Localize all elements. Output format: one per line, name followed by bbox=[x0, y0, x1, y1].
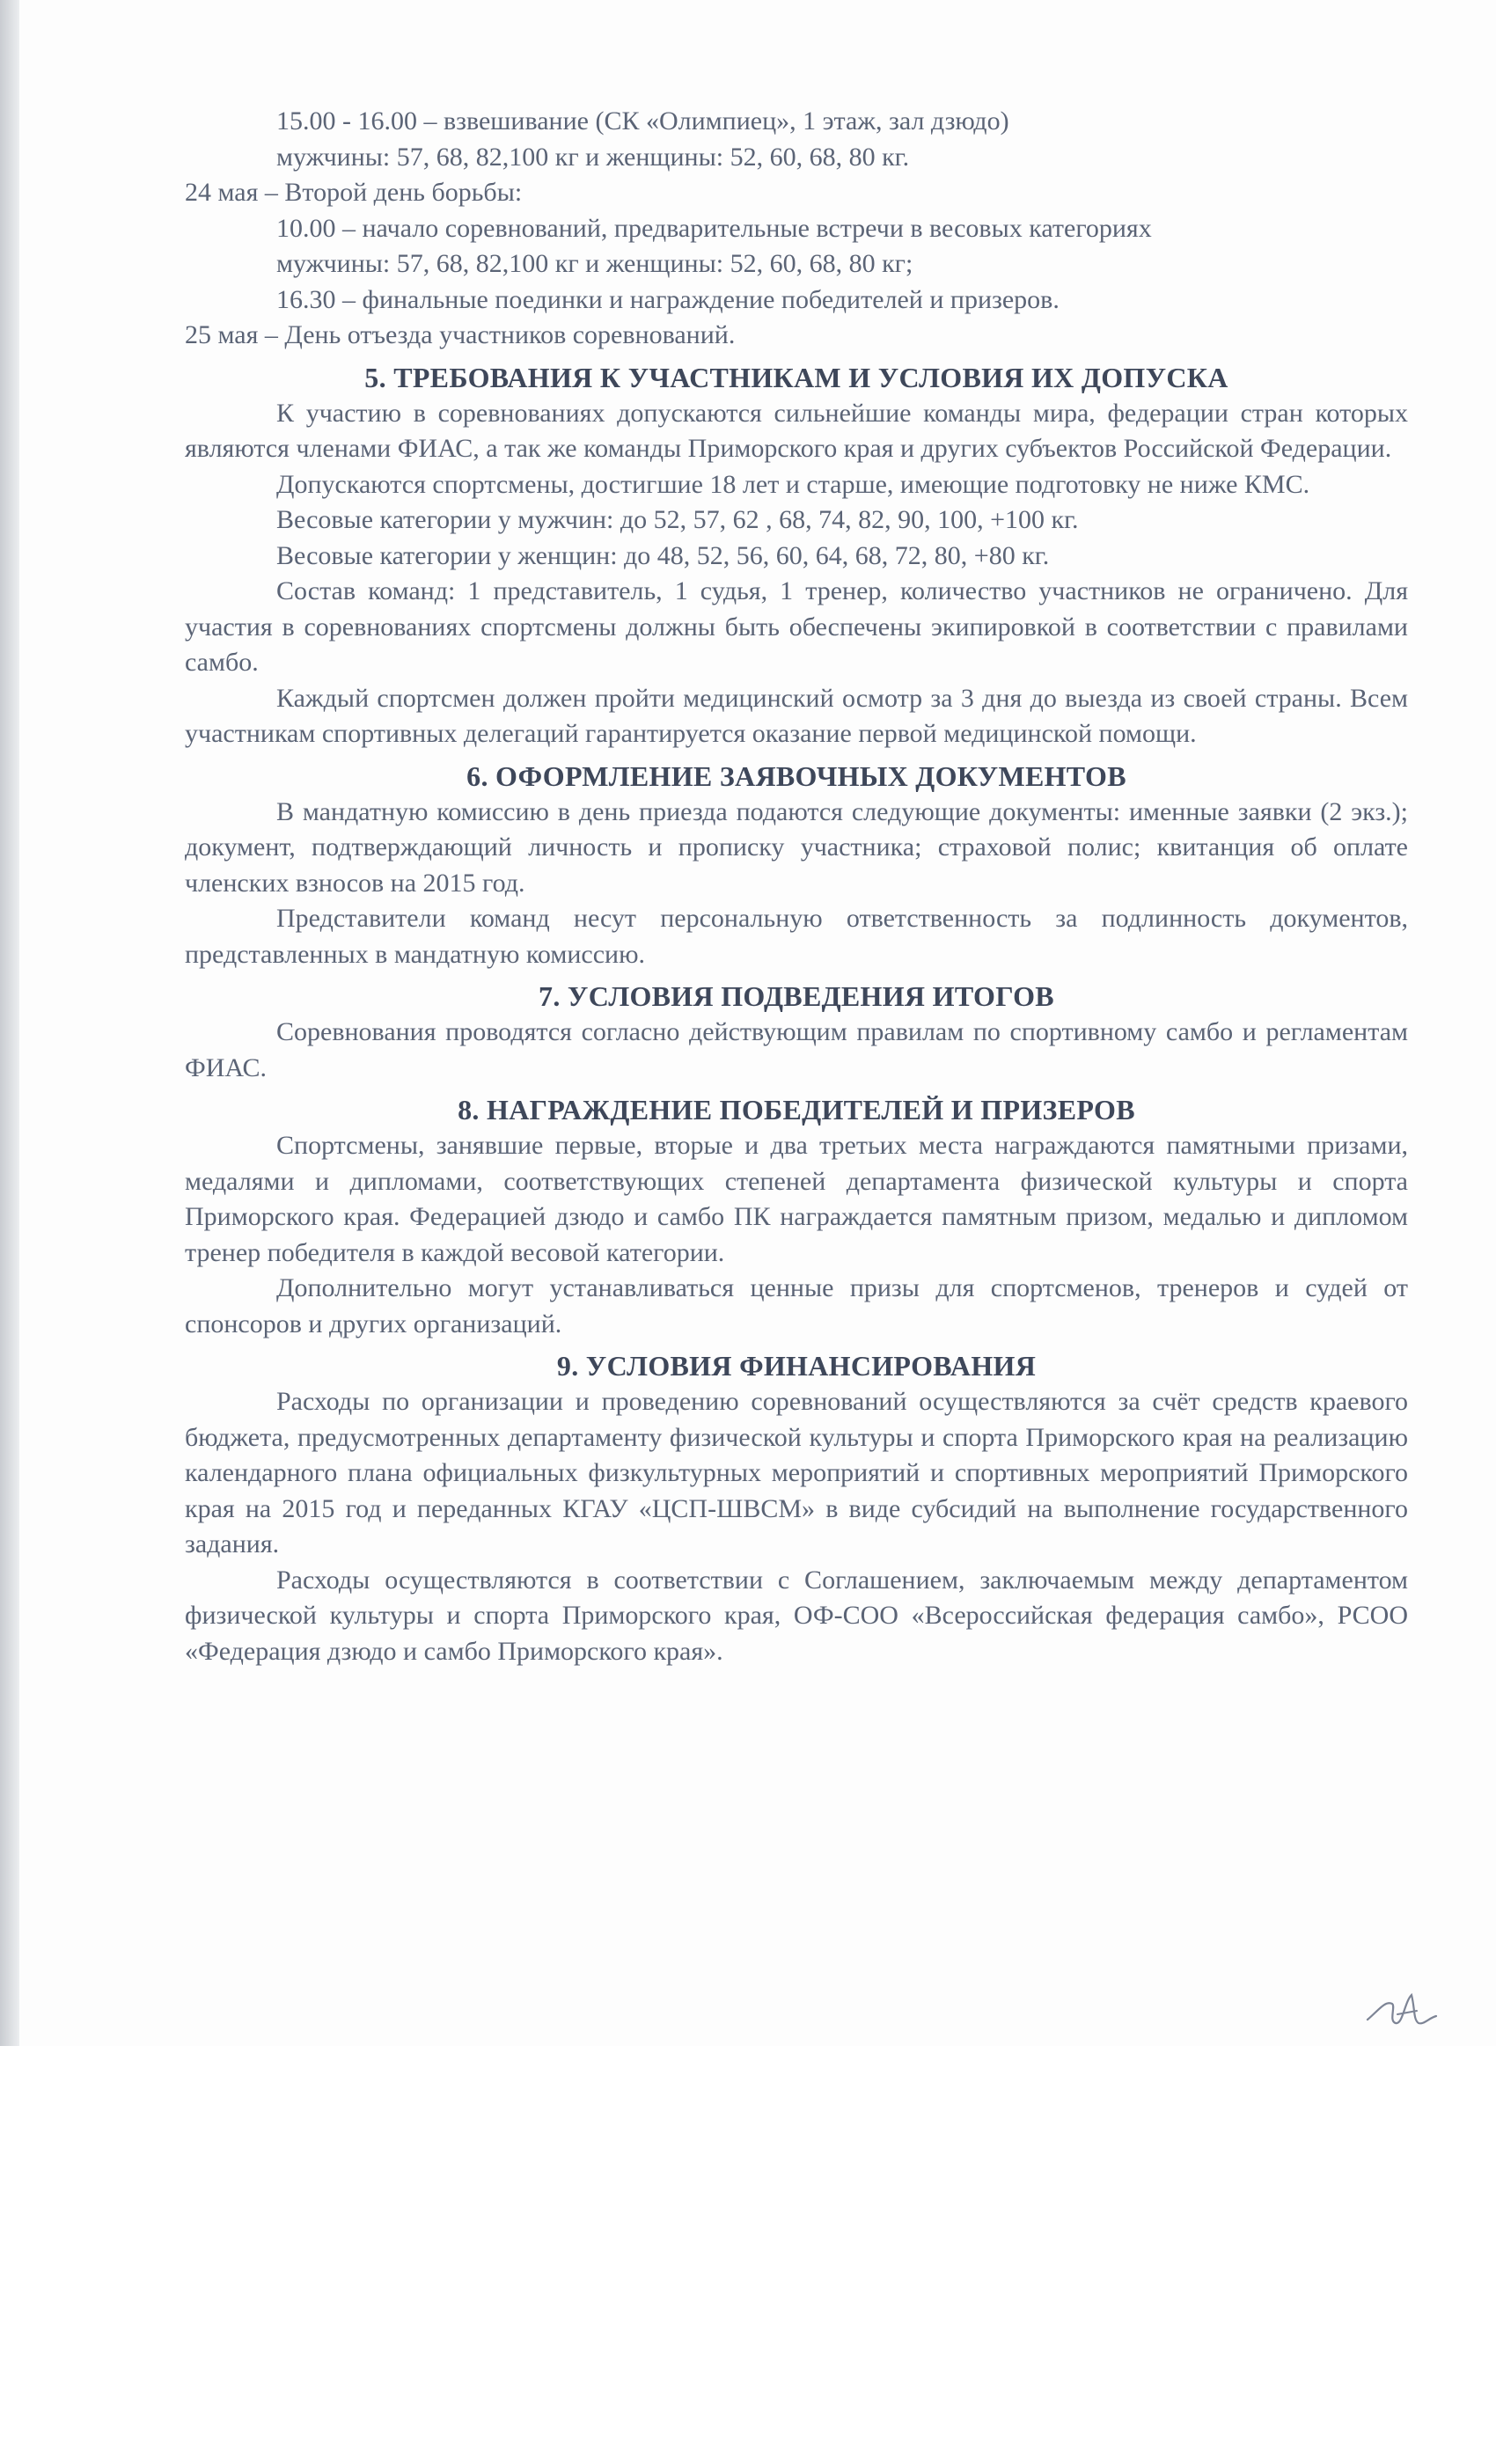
section-heading: 6. ОФОРМЛЕНИЕ ЗАЯВОЧНЫХ ДОКУМЕНТОВ bbox=[466, 759, 1126, 792]
section-heading: 5. ТРЕБОВАНИЯ К УЧАСТНИКАМ И УСЛОВИЯ ИХ ДОПУСКА bbox=[364, 361, 1228, 393]
paragraph: К участию в соревнованиях допускаются сильнейшие команды мира, федерации стран которых являются членами ФИАС, а так же команды Приморского края и других субъектов Российской Федерации. bbox=[185, 398, 1408, 463]
handwritten-signature-icon bbox=[1362, 1984, 1441, 2037]
paragraph: Состав команд: 1 представитель, 1 судья, 1 тренер, количество участников не ограничено. Для участия в соревнованиях спортсмены должны быть обеспечены экипировкой в соответствии с правилами самбо. bbox=[185, 576, 1408, 677]
paragraph: Дополнительно могут устанавливаться ценные призы для спортсменов, тренеров и судей от спонсоров и других организаций. bbox=[185, 1273, 1408, 1338]
paragraph: Весовые категории у мужчин: до 52, 57, 62 , 68, 74, 82, 90, 100, +100 кг. bbox=[276, 505, 1079, 534]
paragraph: В мандатную комиссию в день приезда подаются следующие документы: именные заявки (2 экз.); документ, подтверждающий личность и прописку участника; страховой полис; квитанция об оплате членских взносов на 2015 год. bbox=[185, 796, 1408, 898]
paragraph: Соревнования проводятся согласно действующим правилам по спортивному самбо и регламентам ФИАС. bbox=[185, 1017, 1408, 1082]
paragraph: Спортсмены, занявшие первые, вторые и два третьих места награждаются памятными призами, медалями и дипломами, соответствующих степеней департамента физической культуры и спорта Приморского края. Федерацией дзюдо и самбо ПК награждается памятным призом, медалью и дипломом тренер победителя в каждой весовой категории. bbox=[185, 1131, 1408, 1267]
paragraph: Расходы по организации и проведению соревнований осуществляются за счёт средств краевого бюджета, предусмотренных департаменту физической культуры и спорта Приморского края на реализацию календарного плана официальных физкультурных мероприятий и спортивных мероприятий Приморского края на 2015 год и переданных КГАУ «ЦСП-ШВСМ» в виде субсидий на выполнение государственного задания. bbox=[185, 1387, 1408, 1558]
section-heading: 8. НАГРАЖДЕНИЕ ПОБЕДИТЕЛЕЙ И ПРИЗЕРОВ bbox=[458, 1094, 1135, 1126]
section-heading: 9. УСЛОВИЯ ФИНАНСИРОВАНИЯ bbox=[556, 1350, 1037, 1382]
schedule-line: мужчины: 57, 68, 82,100 кг и женщины: 52, 60, 68, 80 кг; bbox=[276, 249, 913, 278]
schedule-line: 10.00 – начало соревнований, предварительные встречи в весовых категориях bbox=[276, 213, 1152, 243]
scan-edge bbox=[0, 0, 19, 2046]
schedule-line: 24 мая – Второй день борьбы: bbox=[185, 178, 523, 207]
schedule-line: 16.30 – финальные поединки и награждение победителей и призеров. bbox=[276, 284, 1060, 314]
section-heading: 7. УСЛОВИЯ ПОДВЕДЕНИЯ ИТОГОВ bbox=[539, 980, 1054, 1012]
paragraph: Допускаются спортсмены, достигшие 18 лет и старше, имеющие подготовку не ниже КМС. bbox=[276, 469, 1310, 499]
paragraph: Весовые категории у женщин: до 48, 52, 56, 60, 64, 68, 72, 80, +80 кг. bbox=[276, 540, 1050, 570]
schedule-line: 15.00 - 16.00 – взвешивание (СК «Олимпиец», 1 этаж, зал дзюдо) bbox=[276, 106, 1009, 136]
paragraph: Представители команд несут персональную ответственность за подлинность документов, представленных в мандатную комиссию. bbox=[185, 904, 1408, 969]
schedule-line: мужчины: 57, 68, 82,100 кг и женщины: 52, 60, 68, 80 кг. bbox=[276, 142, 910, 172]
document-content bbox=[185, 104, 1408, 1669]
paragraph: Расходы осуществляются в соответствии с Соглашением, заключаемым между департаментом физической культуры и спорта Приморского края, ОФ-СОО «Всероссийская федерация самбо», РСОО «Федерация дзюдо и самбо Приморского края». bbox=[185, 1565, 1408, 1666]
schedule-line: 25 мая – День отъезда участников соревнований. bbox=[185, 320, 736, 349]
paragraph: Каждый спортсмен должен пройти медицинский осмотр за 3 дня до выезда из своей страны. Всем участникам спортивных делегаций гарантируется оказание первой медицинской помощи. bbox=[185, 683, 1408, 748]
